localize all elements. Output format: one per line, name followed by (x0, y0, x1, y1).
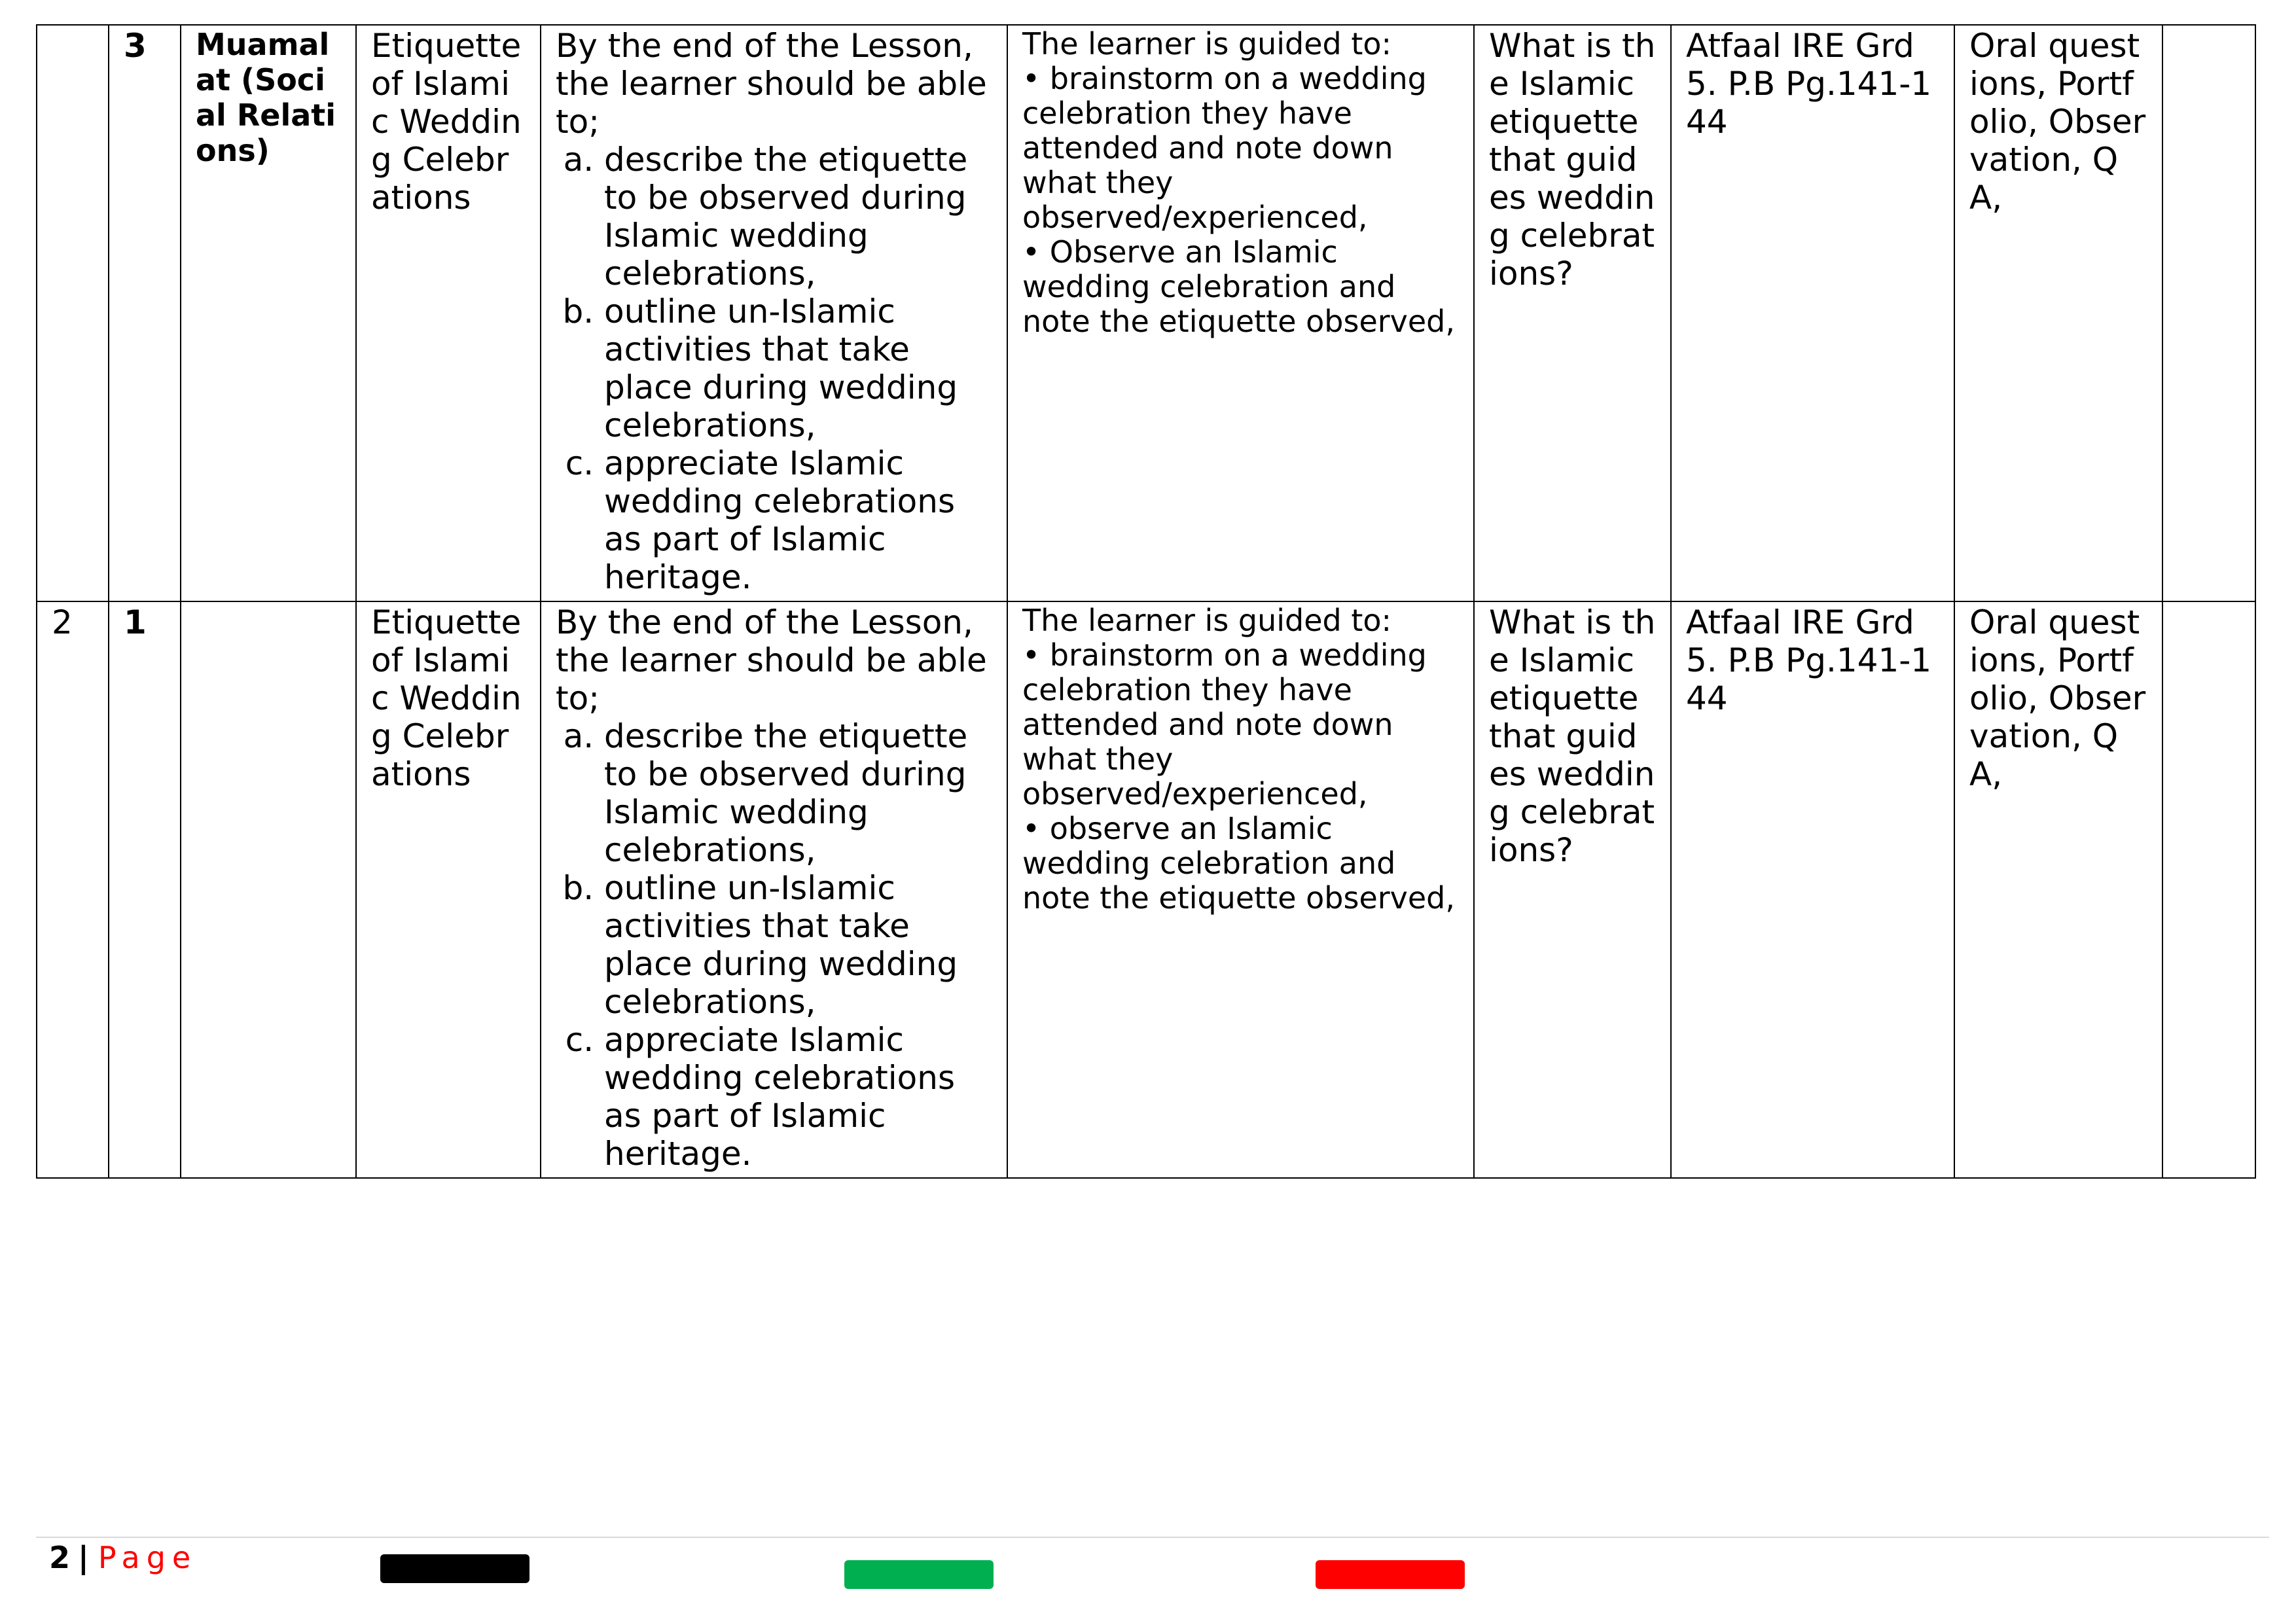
week-cell (37, 25, 109, 601)
outcome-item: c. appreciate Islamic wedding celebrations as part of Islamic heritage. (604, 444, 992, 596)
outcome-item: c. appreciate Islamic wedding celebrations as part of Islamic heritage. (604, 1021, 992, 1173)
activities-intro: The learner is guided to: (1022, 603, 1392, 638)
resources-cell: Atfaal IRE Grd 5. P.B Pg.141-144 (1671, 601, 1954, 1178)
table-row (37, 25, 2255, 601)
learning-outcomes-cell (541, 601, 1007, 1178)
page-label: Page (98, 1540, 198, 1575)
page-footer (49, 1539, 197, 1576)
learning-activities-cell (1007, 601, 1474, 1178)
learning-activities-cell (1007, 25, 1474, 601)
scheme-of-work-table (36, 24, 2256, 1179)
activities-intro: The learner is guided to: (1022, 26, 1392, 62)
strand-cell: Muamalat (Social Relations) (181, 25, 356, 601)
activity-item: • Observe an Islamic wedding celebration and note the etiquette observed, (1022, 234, 1456, 339)
key-inquiry-cell: What is the Islamic etiquette that guides wedding celebrations? (1474, 25, 1671, 601)
remarks-cell (2162, 25, 2255, 601)
resources-cell: Atfaal IRE Grd 5. P.B Pg.141-144 (1671, 25, 1954, 601)
assessment-cell: Oral questions, Portfolio, Observation, QA, (1954, 25, 2162, 601)
green-color-bar (844, 1560, 994, 1589)
lesson-cell: 3 (109, 25, 181, 601)
assessment-cell: Oral questions, Portfolio, Observation, QA, (1954, 601, 2162, 1178)
sub-strand-cell: Etiquette of Islamic Wedding Celebrations (356, 25, 541, 601)
outcomes-intro: By the end of the Lesson, the learner should be able to; (556, 603, 987, 717)
activity-item: • observe an Islamic wedding celebration and note the etiquette observed, (1022, 811, 1456, 916)
sub-strand-cell: Etiquette of Islamic Wedding Celebrations (356, 601, 541, 1178)
outcome-item: b. outline un-Islamic activities that take place during wedding celebrations, (604, 869, 992, 1021)
outcome-item: a. describe the etiquette to be observed during Islamic wedding celebrations, (604, 717, 992, 869)
table-row (37, 601, 2255, 1178)
lesson-cell: 1 (109, 601, 181, 1178)
learning-outcomes-cell (541, 25, 1007, 601)
week-cell: 2 (37, 601, 109, 1178)
footer-divider (36, 1537, 2269, 1538)
table-body (37, 25, 2255, 1178)
activity-item: • brainstorm on a wedding celebration they have attended and note down what they observed/experienced, (1022, 61, 1427, 235)
black-color-bar (380, 1554, 529, 1583)
strand-cell (181, 601, 356, 1178)
outcomes-intro: By the end of the Lesson, the learner should be able to; (556, 27, 987, 141)
outcome-item: b. outline un-Islamic activities that take place during wedding celebrations, (604, 293, 992, 444)
outcome-item: a. describe the etiquette to be observed during Islamic wedding celebrations, (604, 141, 992, 293)
remarks-cell (2162, 601, 2255, 1178)
outcomes-list (556, 717, 992, 1173)
activity-item: • brainstorm on a wedding celebration they have attended and note down what they observed/experienced, (1022, 637, 1427, 812)
red-color-bar (1316, 1560, 1465, 1589)
footer-separator: | (78, 1540, 89, 1575)
page-number: 2 (49, 1540, 71, 1575)
key-inquiry-cell: What is the Islamic etiquette that guides wedding celebrations? (1474, 601, 1671, 1178)
outcomes-list (556, 141, 992, 596)
